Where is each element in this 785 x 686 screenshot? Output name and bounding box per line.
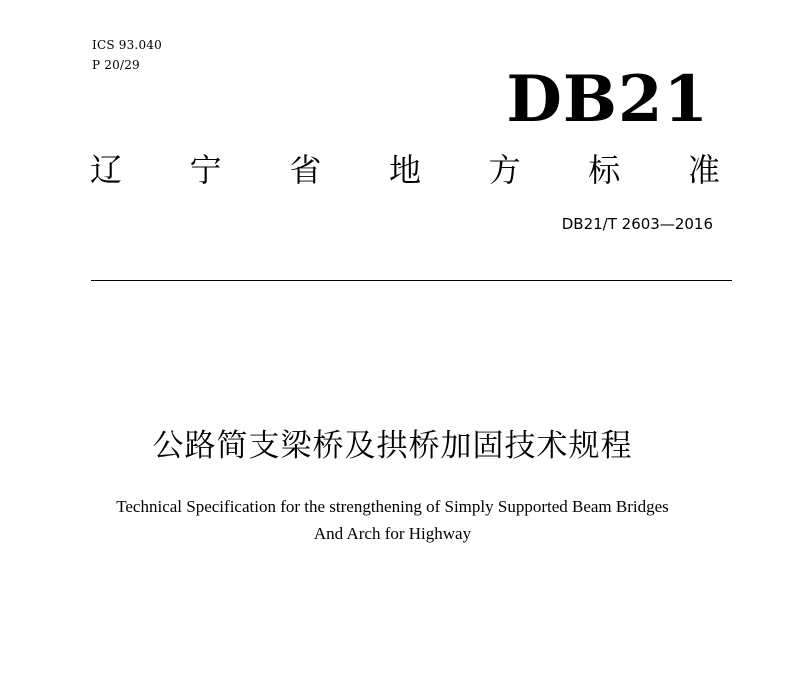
document-title-chinese: 公路简支梁桥及拱桥加固技术规程 — [152, 428, 633, 464]
standard-type-char: 辽 — [90, 151, 123, 189]
standard-type-char: 地 — [388, 151, 421, 189]
ics-code: ICS 93.040 — [92, 38, 162, 52]
ccs-code: P 20/29 — [92, 58, 140, 72]
standard-type-char: 方 — [488, 151, 521, 189]
standard-type-char: 省 — [289, 151, 322, 189]
standard-type-char: 宁 — [189, 151, 222, 189]
standard-type-char: 准 — [687, 151, 720, 189]
standard-type-title — [90, 150, 720, 190]
standard-type-char: 标 — [588, 151, 621, 189]
standard-number: DB21/T 2603—2016 — [561, 215, 713, 233]
document-title-english-line2: And Arch for Highway — [313, 524, 472, 543]
document-title-english-line1: Technical Specification for the strengthening of Simply Supported Beam Bridges — [116, 497, 669, 516]
standard-logo: DB21 — [506, 62, 709, 137]
header-divider — [91, 280, 732, 281]
